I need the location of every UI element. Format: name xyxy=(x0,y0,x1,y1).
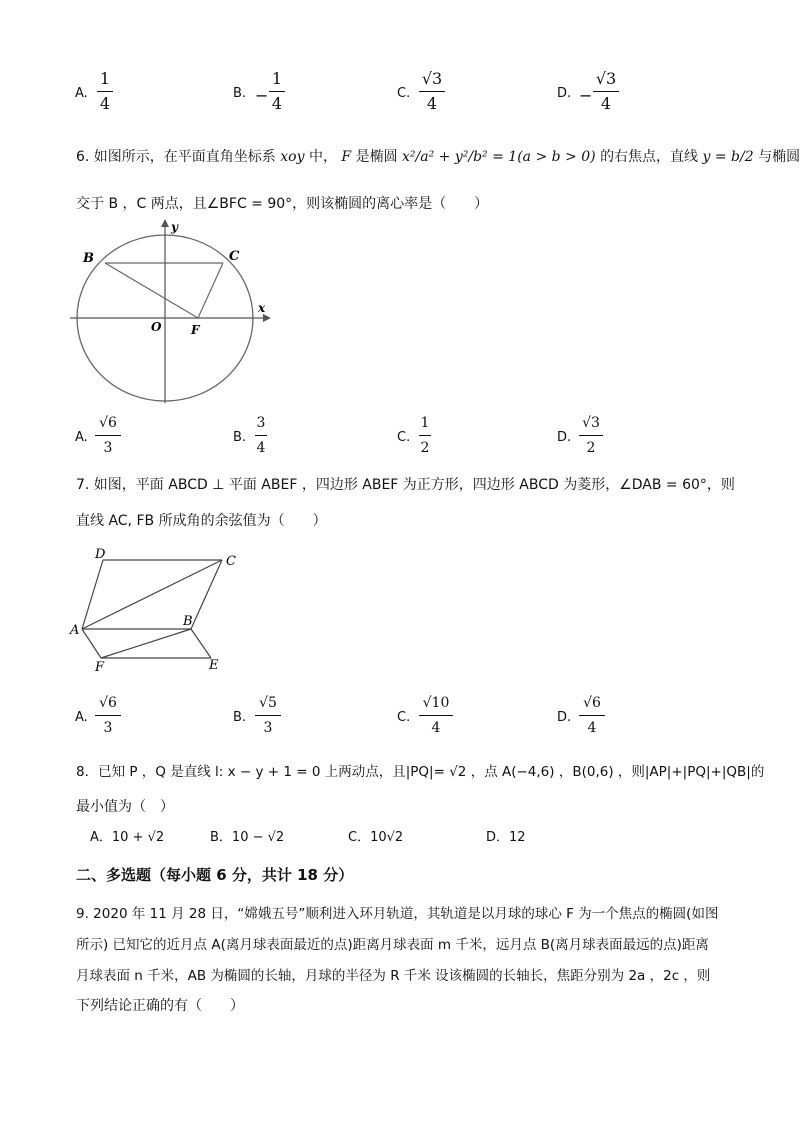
option-text: 10 − √2 xyxy=(231,830,285,845)
numerator: √3 xyxy=(421,69,443,88)
q8-option-b[interactable] xyxy=(210,826,284,845)
numerator: √6 xyxy=(99,415,117,431)
edge-af xyxy=(82,629,101,658)
fraction xyxy=(579,692,605,739)
denominator: 4 xyxy=(426,94,438,113)
q6-stem-line-1 xyxy=(76,146,800,166)
fraction xyxy=(593,68,619,115)
denominator: 3 xyxy=(263,720,273,736)
label-e: E xyxy=(209,658,219,673)
option-text: 10 + √2 xyxy=(111,830,165,845)
option-label: D. xyxy=(557,710,572,725)
numerator: 1 xyxy=(99,69,111,88)
fraction xyxy=(419,68,445,115)
q6-ellipse-equation: x²/a² + y²/b² = 1(a > b > 0) xyxy=(402,149,596,165)
option-text: 10√2 xyxy=(370,830,404,845)
q8-stem-line-1: 8．已知 P ，Q 是直线 l: x − y + 1 = 0 上两动点，且|PQ|= √2 ，点 A(−4,6) ，B(0,6) ，则|AP|+|PQ|+|QB|的 xyxy=(76,764,765,780)
q6-ellipse-figure xyxy=(65,215,275,410)
q6-coord-system: xoy xyxy=(280,149,305,165)
q6-options xyxy=(75,412,735,472)
minus-sign: − xyxy=(255,86,269,105)
denominator: 4 xyxy=(600,94,612,113)
q6-stem-line-2: 交于 B ，C 两点，且∠BFC = 90°，则该椭圆的离心率是（ ） xyxy=(76,196,489,212)
edge-be xyxy=(191,629,211,658)
q9-stem-line-3: 月球表面 n 千米，AB 为椭圆的长轴，月球的半径为 R 千米 设该椭圆的长轴长，焦距分别为 2a ，2c ，则 xyxy=(76,968,711,984)
q8-option-d[interactable] xyxy=(486,826,526,845)
numerator: 3 xyxy=(256,415,266,431)
edge-da xyxy=(82,560,103,629)
q7-options xyxy=(75,692,735,752)
fraction xyxy=(579,412,603,459)
section-heading: 二、多选题（每小题 6 分，共计 18 分） xyxy=(76,866,354,884)
q6-text: 是椭圆 xyxy=(355,149,398,165)
diagonal-ac xyxy=(82,560,222,629)
numerator: √3 xyxy=(582,415,600,431)
fraction xyxy=(255,412,267,459)
q6-text: 中， xyxy=(308,149,337,165)
numerator: 1 xyxy=(420,415,430,431)
option-label: B. xyxy=(233,430,247,445)
q7-stem-line-2: 直线 AC, FB 所成角的余弦值为（ ） xyxy=(76,513,327,529)
q8-option-a[interactable] xyxy=(90,826,164,845)
option-label: A. xyxy=(75,86,88,101)
option-label: C. xyxy=(397,86,411,101)
x-axis-arrow xyxy=(263,314,271,322)
denominator: 4 xyxy=(271,94,283,113)
numerator: √3 xyxy=(595,69,617,88)
option-label: B. xyxy=(233,710,247,725)
q9-stem-line-2: 所示) 已知它的近月点 A(离月球表面最近的点)距离月球表面 m 千米，远月点 B(离月球表面最远的点)距离 xyxy=(76,937,709,953)
q9-stem-line-1: 9. 2020 年 11 月 28 日，“嫦娥五号”顺利进入环月轨道，其轨道是以月球的球心 F 为一个焦点的椭圆(如图 xyxy=(76,906,719,922)
option-label: C． xyxy=(348,830,371,845)
numerator: √6 xyxy=(583,695,601,711)
denominator: 3 xyxy=(103,720,113,736)
fraction xyxy=(419,692,453,739)
numerator: √5 xyxy=(259,695,277,711)
q9-stem-line-4: 下列结论正确的有（ ） xyxy=(76,998,244,1014)
denominator: 4 xyxy=(256,440,266,456)
q8-options xyxy=(90,826,690,848)
label-a: A xyxy=(70,623,80,638)
option-label: D. xyxy=(557,430,572,445)
numerator: √6 xyxy=(99,695,117,711)
option-label: C. xyxy=(397,430,411,445)
edge-cb xyxy=(191,560,222,629)
denominator: 4 xyxy=(587,720,597,736)
q6-text: 与椭圆 xyxy=(758,149,800,165)
label-x: x xyxy=(258,301,266,315)
option-label: D． xyxy=(486,830,510,845)
denominator: 4 xyxy=(431,720,441,736)
denominator: 2 xyxy=(420,440,430,456)
label-b: B xyxy=(183,614,193,629)
denominator: 4 xyxy=(99,94,111,113)
label-d: D xyxy=(95,547,106,562)
label-c: C xyxy=(229,249,240,264)
q7-rhombus-square-figure xyxy=(65,545,245,675)
label-o: O xyxy=(151,320,162,334)
option-text: 12 xyxy=(509,830,526,845)
segment-cf xyxy=(198,263,223,318)
denominator: 2 xyxy=(586,440,596,456)
label-b: B xyxy=(83,251,94,266)
q5-options xyxy=(75,68,735,128)
denominator: 3 xyxy=(103,440,113,456)
option-label: B． xyxy=(210,830,232,845)
q8-stem-line-2: 最小值为（ ） xyxy=(76,799,174,815)
fraction xyxy=(95,692,121,739)
option-label: D. xyxy=(557,86,572,101)
q8-option-c[interactable] xyxy=(348,826,403,845)
q6-text: 的右焦点，直线 xyxy=(600,149,699,165)
fraction xyxy=(419,412,431,459)
numerator: 1 xyxy=(271,69,283,88)
numerator: √10 xyxy=(422,695,450,711)
q6-focus-symbol: F xyxy=(341,149,352,165)
option-label: A. xyxy=(75,430,88,445)
segment-fb xyxy=(101,629,191,658)
label-f: F xyxy=(191,323,200,337)
segment-bf xyxy=(105,263,198,318)
fraction xyxy=(95,412,121,459)
fraction xyxy=(255,692,281,739)
fraction xyxy=(97,68,113,115)
y-axis-arrow xyxy=(161,219,169,227)
fraction xyxy=(269,68,285,115)
label-y: y xyxy=(171,220,178,234)
q6-line-equation: y = b/2 xyxy=(702,149,754,165)
option-label: C. xyxy=(397,710,411,725)
q7-stem-line-1: 7. 如图，平面 ABCD ⊥ 平面 ABEF ，四边形 ABEF 为正方形，四边形 ABCD 为菱形，∠DAB = 60°，则 xyxy=(76,477,735,493)
label-f: F xyxy=(95,660,105,675)
q6-text: 6. 如图所示，在平面直角坐标系 xyxy=(76,149,276,165)
label-c: C xyxy=(226,554,236,569)
minus-sign: − xyxy=(579,86,593,105)
option-label: B. xyxy=(233,86,247,101)
option-label: A． xyxy=(90,830,112,845)
option-label: A. xyxy=(75,710,88,725)
